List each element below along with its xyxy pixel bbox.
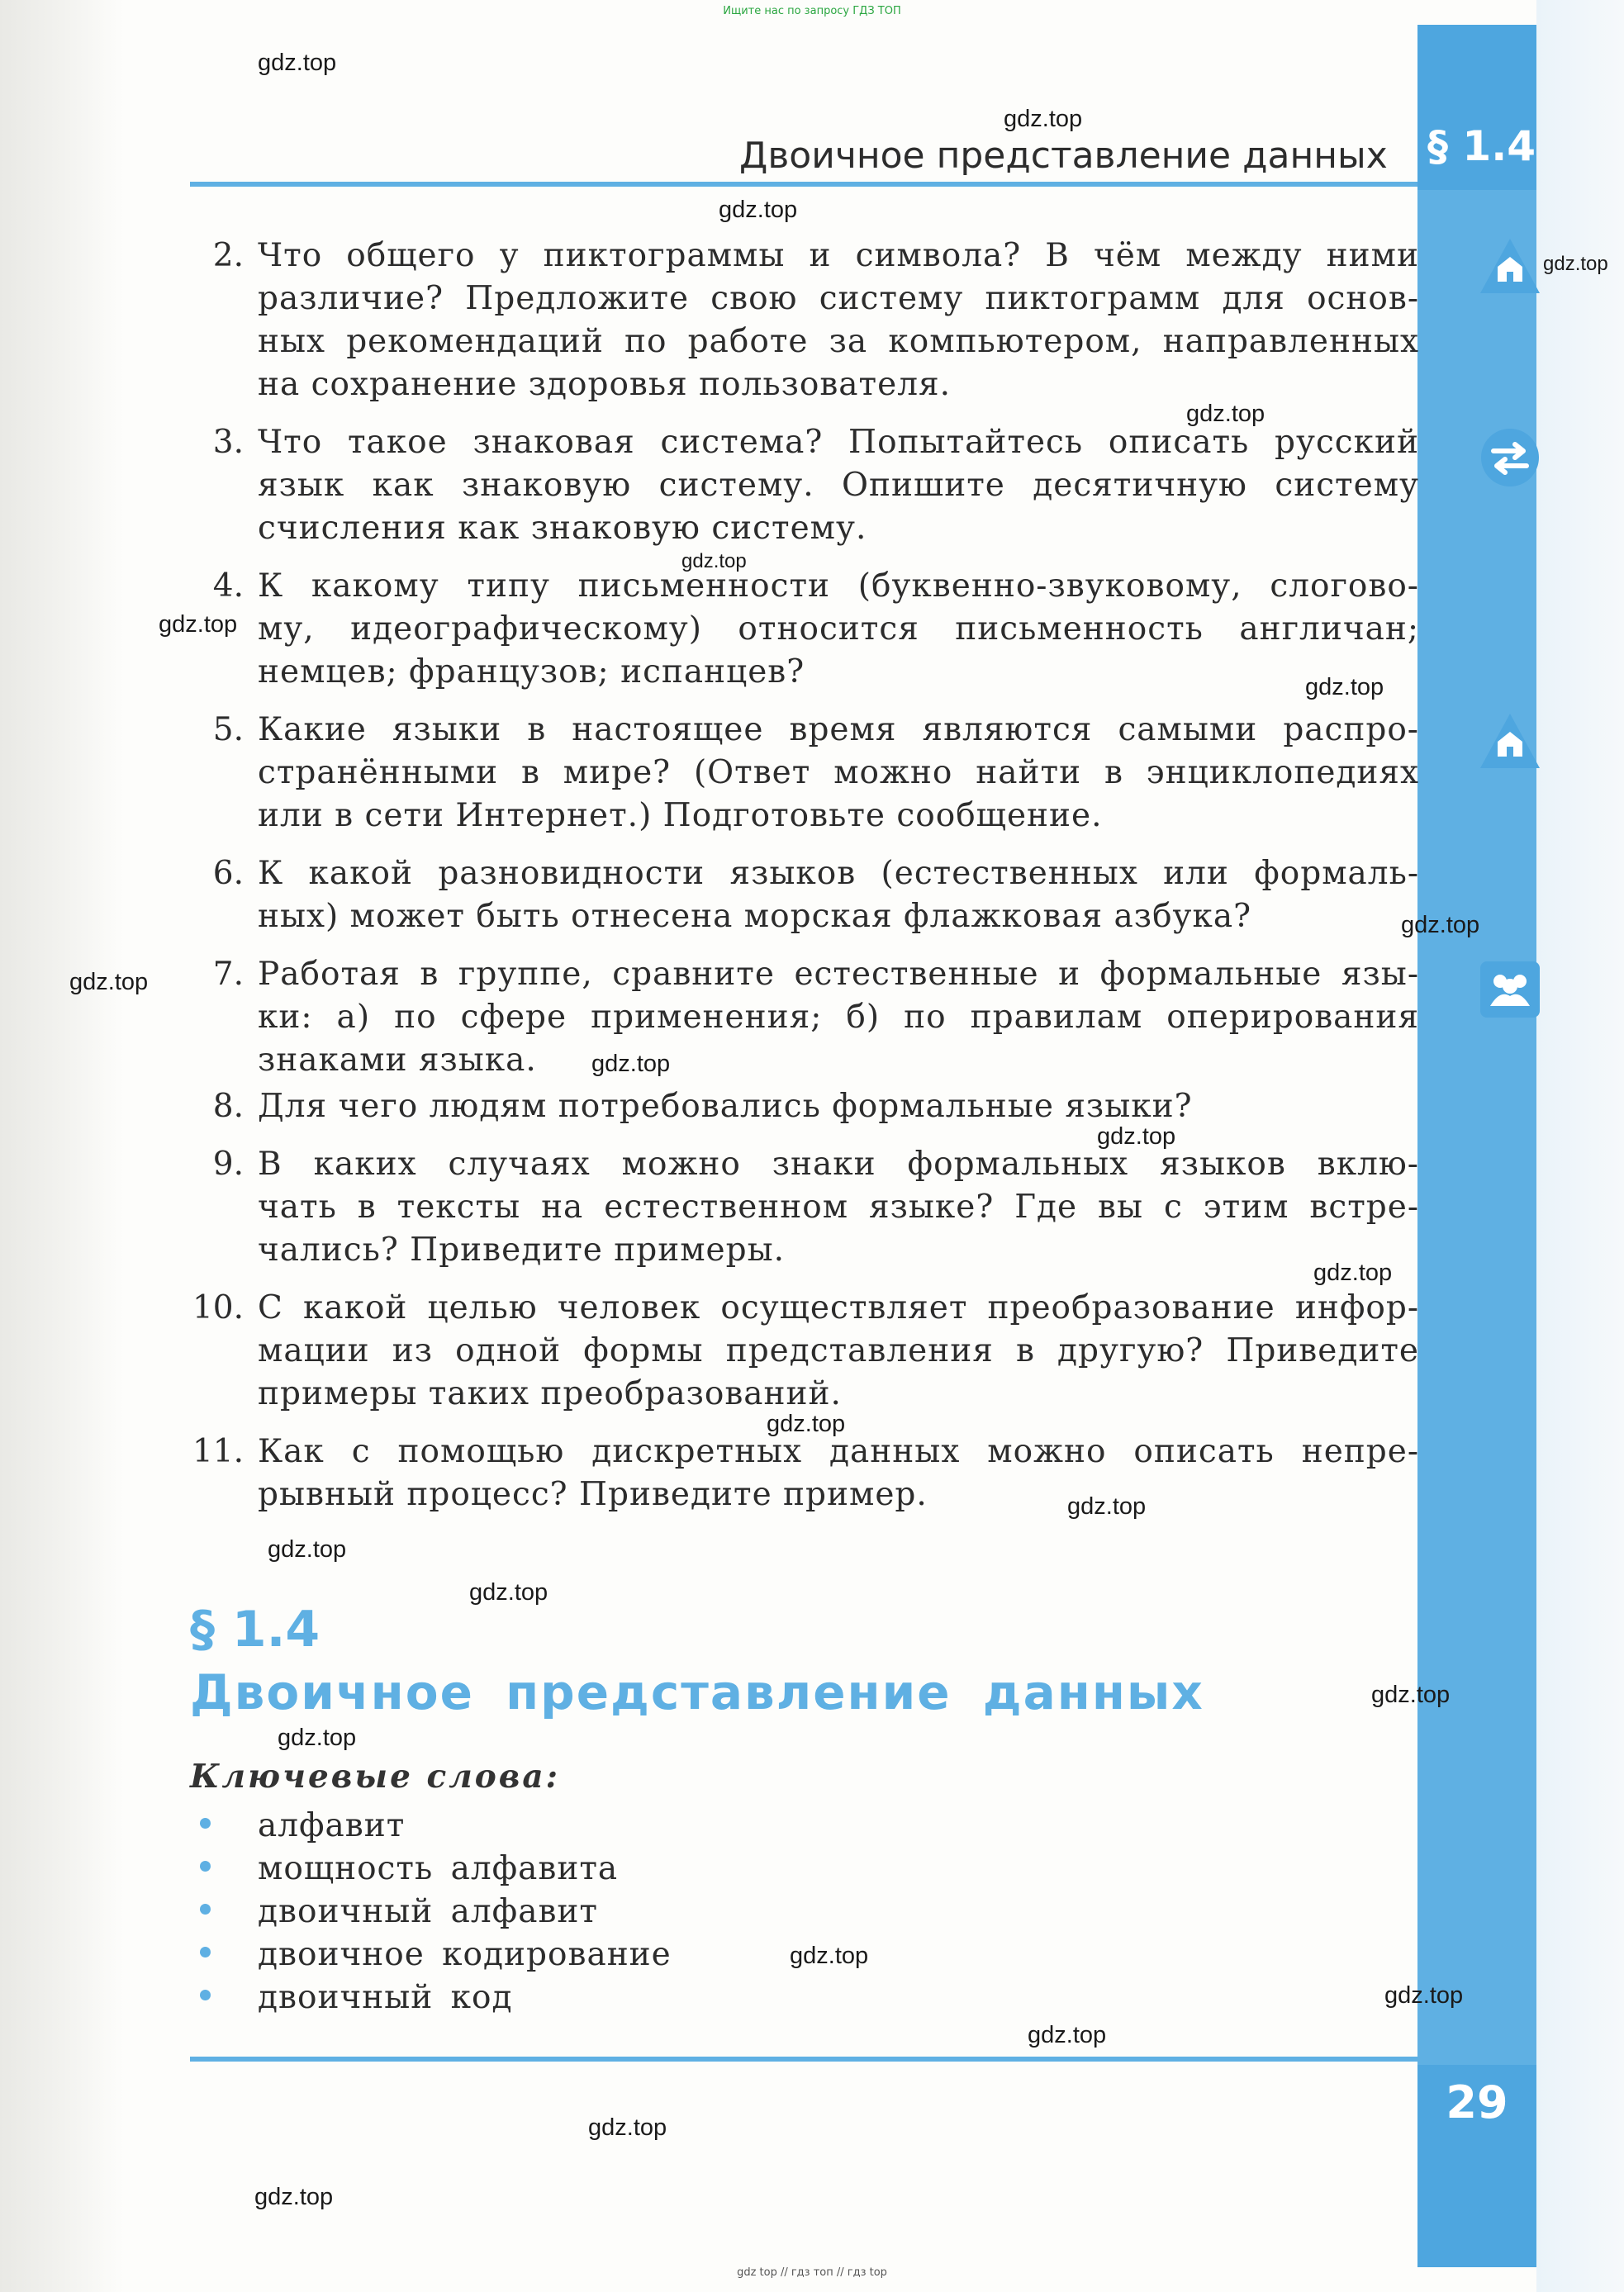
section-title: Двоичное представление данных: [190, 1664, 1204, 1720]
watermark: gdz.top: [719, 197, 798, 223]
watermark: gdz.top: [790, 1943, 869, 1969]
watermark: gdz.top: [254, 2184, 334, 2210]
keyword-text: мощность алфавита: [258, 1850, 619, 1887]
question-line: К какой разновидности языков (естественных или формаль-: [258, 855, 1419, 892]
question-line: мации из одной формы представления в другую? Приведите: [258, 1332, 1419, 1369]
question-line: рывный процесс? Приведите пример.: [258, 1476, 928, 1513]
question-number: 5.: [212, 711, 244, 748]
question-number: 3.: [212, 424, 244, 461]
exchange-icon[interactable]: [1479, 426, 1541, 489]
question-line: на сохранение здоровья пользователя.: [258, 366, 951, 403]
watermark: gdz.top: [767, 1411, 846, 1437]
question-line: чать в тексты на естественном языке? Где вы с этим встре-: [258, 1189, 1419, 1226]
watermark: gdz.top: [1401, 912, 1480, 938]
section-number: § 1.4: [190, 1601, 321, 1658]
question-line: Для чего людям потребовались формальные языки?: [258, 1088, 1193, 1125]
question-number: 6.: [212, 855, 244, 892]
side-band: [1417, 25, 1536, 2267]
home-icon[interactable]: [1479, 710, 1541, 773]
watermark: gdz.top: [69, 969, 149, 995]
question-line: С какой целью человек осуществляет преобразование инфор-: [258, 1289, 1419, 1326]
keyword-text: двоичное кодирование: [258, 1936, 672, 1973]
question-number: 10.: [192, 1289, 244, 1326]
watermark: gdz.top: [159, 611, 238, 638]
bullet-icon: [200, 1818, 211, 1829]
question-number: 11.: [192, 1433, 244, 1470]
watermark: gdz.top: [258, 50, 337, 76]
home-icon[interactable]: [1479, 235, 1541, 298]
question-number: 2.: [212, 237, 244, 274]
bottom-note: gdz top // гдз топ // гдз top: [737, 2266, 887, 2279]
keyword-text: двоичный алфавит: [258, 1893, 598, 1930]
watermark: gdz.top: [1384, 1982, 1464, 2009]
bullet-icon: [200, 1990, 211, 2000]
question-number: 4.: [212, 567, 244, 605]
question-line: Работая в группе, сравните естественные и формальные язы-: [258, 956, 1419, 993]
question-line: Как с помощью дискретных данных можно описать непре-: [258, 1433, 1419, 1470]
question-line: ки: а) по сфере применения; б) по правилам оперирования: [258, 999, 1419, 1036]
bullet-icon: [200, 1904, 211, 1915]
question-line: примеры таких преобразований.: [258, 1375, 842, 1412]
watermark: gdz.top: [681, 550, 747, 572]
bullet-icon: [200, 1947, 211, 1957]
page-number: 29: [1446, 2076, 1508, 2128]
watermark: gdz.top: [1004, 106, 1083, 132]
watermark: gdz.top: [1028, 2022, 1107, 2048]
running-header-section: § 1.4: [1427, 122, 1536, 170]
question-line: ных) может быть отнесена морская флажковая азбука?: [258, 898, 1252, 935]
top-note: Ищите нас по запросу ГДЗ ТОП: [723, 5, 901, 17]
watermark: gdz.top: [1186, 401, 1265, 427]
question-number: 8.: [212, 1088, 244, 1125]
watermark: gdz.top: [588, 2114, 667, 2141]
question-line: В каких случаях можно знаки формальных языков вклю-: [258, 1146, 1419, 1183]
watermark: gdz.top: [1313, 1260, 1393, 1286]
question-line: Что такое знаковая система? Попытайтесь описать русский: [258, 424, 1419, 461]
question-line: ных рекомендаций по работе за компьютером, направленных: [258, 323, 1419, 360]
keywords-heading: Ключевые слова:: [190, 1758, 561, 1796]
running-header-title: Двоичное представление данных: [739, 135, 1388, 177]
question-line: странёнными в мире? (Ответ можно найти в энциклопедиях: [258, 754, 1419, 791]
question-line: Какие языки в настоящее время являются самыми распро-: [258, 711, 1419, 748]
question-line: счисления как знаковую систему.: [258, 510, 867, 547]
page-right-edge: [1536, 0, 1624, 2292]
watermark: gdz.top: [268, 1536, 347, 1563]
question-line: чались? Приведите примеры.: [258, 1231, 786, 1269]
question-line: язык как знаковую систему. Опишите десятичную систему: [258, 467, 1419, 504]
watermark: gdz.top: [1543, 253, 1608, 275]
keyword-text: алфавит: [258, 1807, 406, 1844]
watermark: gdz.top: [591, 1051, 671, 1077]
question-number: 7.: [212, 956, 244, 993]
question-line: му, идеографическому) относится письменность англичан;: [258, 610, 1419, 648]
question-line: или в сети Интернет.) Подготовьте сообщение.: [258, 797, 1103, 834]
header-rule: [190, 182, 1417, 187]
watermark: gdz.top: [1305, 674, 1384, 700]
watermark: gdz.top: [278, 1725, 357, 1751]
watermark: gdz.top: [1067, 1493, 1147, 1520]
watermark: gdz.top: [1097, 1123, 1176, 1150]
question-line: различие? Предложите свою систему пиктограмм для основ-: [258, 280, 1419, 317]
keyword-text: двоичный код: [258, 1979, 513, 2016]
group-icon[interactable]: [1479, 958, 1541, 1021]
question-line: знаками языка.: [258, 1042, 537, 1079]
watermark: gdz.top: [469, 1579, 548, 1606]
watermark: gdz.top: [1371, 1682, 1451, 1708]
question-line: Что общего у пиктограммы и символа? В чём между ними: [258, 237, 1419, 274]
question-line: немцев; французов; испанцев?: [258, 653, 805, 690]
bullet-icon: [200, 1861, 211, 1872]
footer-rule: [190, 2057, 1417, 2062]
book-gutter: [0, 0, 124, 2292]
question-line: К какому типу письменности (буквенно-звуковому, слогово-: [258, 567, 1419, 605]
question-number: 9.: [212, 1146, 244, 1183]
